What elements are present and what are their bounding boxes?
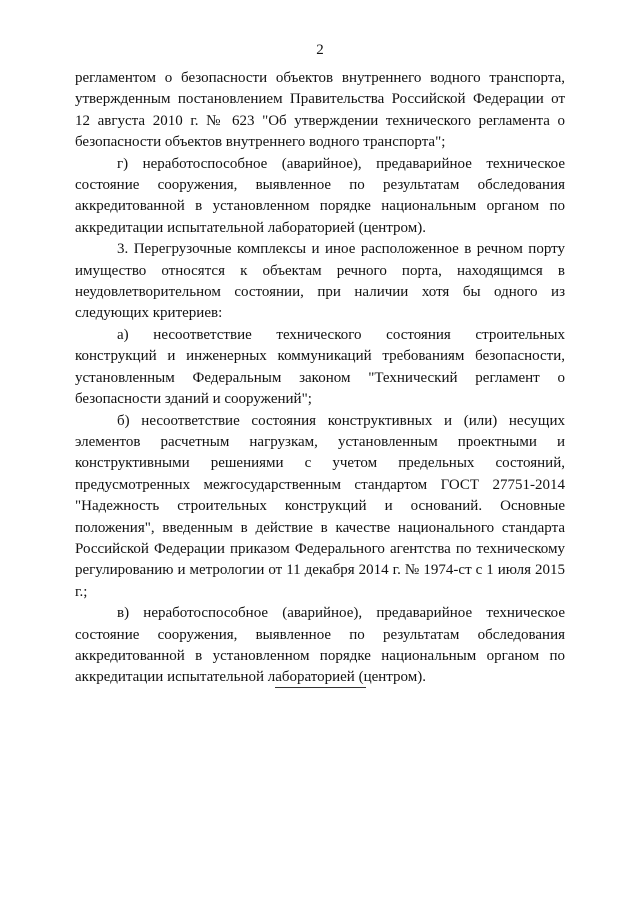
paragraph-item-a: а) несоответствие технического состояния строительных конструкций и инженерных коммуникаций требованиям безопасности, установленным Федеральным законом "Технический регламент о безопасности зданий и сооружений"; (75, 326, 565, 408)
paragraph-item-v: в) неработоспособное (аварийное), предаварийное техническое состояние сооружения, выявленное по результатам обследования аккредитованной в установленном порядке национальным органом по аккредитации испытательной лабораторией (центром). (75, 605, 565, 686)
paragraph-section-3: 3. Перегрузочные комплексы и иное расположенное в речном порту имущество относятся к объектам речного порта, находящимся в неудовлетворительном состоянии, при наличии хотя бы одного из следующих критериев: (75, 241, 565, 322)
paragraph-item-b: б) несоответствие состояния конструктивных и (или) несущих элементов расчетным нагрузкам, установленным проектными и конструктивными решениями с учетом предельных состояний, предусмотренных межгосударственным стандартом ГОСТ 27751-2014 "Надежность строительных конструкций и оснований. Основные положения", введенным в действие в качестве национального стандарта Российской Федерации приказом Федерального агентства по техническому регулированию и метрологии от 11 декабря 2014 г. № 1974-ст с 1 июля 2015 г.; (75, 412, 565, 600)
paragraph-item-g: г) неработоспособное (аварийное), предаварийное техническое состояние сооружения, выявленное по результатам обследования аккредитованной в установленном порядке национальным органом по аккредитации испытательной лабораторией (центром). (75, 155, 565, 236)
page-number: 2 (316, 42, 324, 58)
document-body (75, 68, 565, 689)
paragraph-continuation: регламентом о безопасности объектов внутреннего водного транспорта, утвержденным постановлением Правительства Российской Федерации от 12 августа 2010 г. № 623 "Об утверждении технического регламента о безопасности объектов внутреннего водного транспорта"; (75, 70, 565, 151)
end-divider-line (275, 687, 366, 688)
